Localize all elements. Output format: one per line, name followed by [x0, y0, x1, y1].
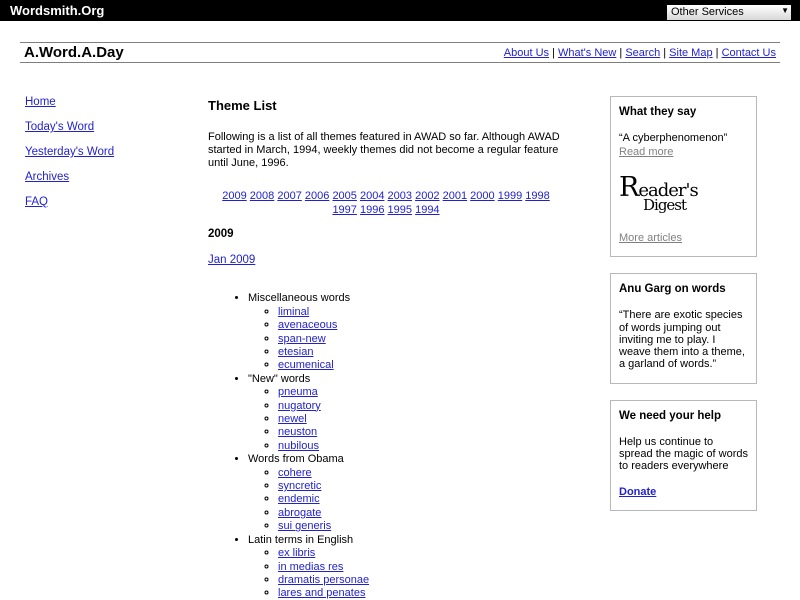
- logo-word-2: Digest: [643, 196, 687, 215]
- theme-word-item: [278, 400, 598, 413]
- testimonial-box: [610, 96, 757, 257]
- testimonial-box-title: What they say: [619, 106, 697, 118]
- word-link-span-new[interactable]: span-new: [278, 332, 326, 345]
- intro-paragraph: Following is a list of all themes featured in AWAD so far. Although AWAD started in March, 1994, weekly themes did not become a regular feature until June, 1996.: [208, 131, 560, 169]
- right-column: [610, 96, 757, 527]
- theme-words: [248, 306, 598, 373]
- theme-word-item: [278, 480, 598, 493]
- year-link-1998[interactable]: 1998: [525, 190, 550, 203]
- logo-letter: R: [619, 172, 639, 204]
- word-link-neuston[interactable]: neuston: [278, 426, 318, 439]
- other-services-dropdown: [666, 2, 792, 19]
- year-link-2003[interactable]: 2003: [387, 190, 413, 203]
- word-link-nubilous[interactable]: nubilous: [278, 439, 319, 452]
- masthead: [20, 42, 780, 63]
- theme-word-item: [278, 574, 598, 587]
- testimonial-quote: “A cyberphenomenon”: [619, 132, 728, 144]
- year-link-2004[interactable]: 2004: [359, 190, 385, 203]
- word-link-liminal[interactable]: liminal: [278, 305, 310, 318]
- logo-word-1: eader's: [638, 180, 698, 202]
- sidebar-item-faq[interactable]: FAQ: [25, 196, 49, 208]
- theme-word-item: [278, 587, 598, 600]
- header-nav-link-contact-us[interactable]: Contact Us: [721, 46, 776, 59]
- other-services-select[interactable]: [666, 4, 792, 21]
- year-link-2005[interactable]: 2005: [332, 190, 357, 203]
- theme-list: [208, 292, 598, 600]
- page-title: A.Word.A.Day: [24, 44, 124, 61]
- header-nav: [504, 47, 776, 59]
- word-link-ecumenical[interactable]: ecumenical: [278, 359, 334, 372]
- year-link-2008[interactable]: 2008: [249, 190, 275, 203]
- theme-group: [248, 373, 598, 453]
- word-link-syncretic[interactable]: syncretic: [278, 480, 322, 493]
- sidebar-item-home[interactable]: Home: [25, 96, 56, 108]
- word-link-pneuma[interactable]: pneuma: [278, 386, 318, 399]
- theme-group-label: "New" words: [248, 372, 311, 385]
- theme-word-item: [278, 386, 598, 399]
- theme-word-item: [278, 507, 598, 520]
- header-nav-link-search[interactable]: Search: [625, 46, 661, 59]
- topbar: [0, 0, 800, 21]
- year-link-1999[interactable]: 1999: [497, 190, 523, 203]
- theme-word-item: [278, 333, 598, 346]
- theme-word-item: [278, 413, 598, 426]
- word-link-cohere[interactable]: cohere: [278, 466, 312, 479]
- word-link-avenaceous[interactable]: avenaceous: [278, 319, 338, 332]
- main-content: [208, 96, 598, 600]
- readers-digest-logo: [619, 172, 748, 214]
- word-link-nugatory[interactable]: nugatory: [278, 399, 321, 412]
- theme-word-item: [278, 440, 598, 453]
- word-link-abrogate[interactable]: abrogate: [278, 506, 322, 519]
- year-links-line-1: [208, 190, 564, 204]
- year-link-1997[interactable]: 1997: [332, 203, 357, 216]
- word-link-etesian[interactable]: etesian: [278, 346, 314, 359]
- year-links-line-2: [208, 204, 564, 218]
- header-nav-link-about-us[interactable]: About Us: [503, 46, 550, 59]
- word-link-lares-and-penates[interactable]: lares and penates: [278, 587, 366, 600]
- sidebar-item-yesterday-s-word[interactable]: Yesterday's Word: [25, 146, 115, 158]
- theme-group: [248, 534, 598, 600]
- anu-garg-box: [610, 273, 757, 383]
- theme-group-label: Miscellaneous words: [248, 292, 351, 305]
- theme-group-label: Words from Obama: [248, 453, 344, 466]
- word-link-newel[interactable]: newel: [278, 413, 307, 426]
- year-link-2007[interactable]: 2007: [277, 190, 302, 203]
- theme-word-item: [278, 426, 598, 439]
- theme-word-item: [278, 467, 598, 480]
- word-link-endemic[interactable]: endemic: [278, 493, 320, 506]
- word-link-sui-generis[interactable]: sui generis: [278, 520, 332, 533]
- help-box: [610, 400, 757, 511]
- theme-word-item: [278, 346, 598, 359]
- theme-group: [248, 453, 598, 533]
- header-nav-link-what-s-new[interactable]: What's New: [558, 46, 617, 59]
- theme-word-item: [278, 359, 598, 372]
- more-articles-link[interactable]: More articles: [619, 232, 682, 245]
- anu-garg-quote: “There are exotic species of words jumping out inviting me to play. I weave them into a theme, a garland of words.”: [619, 309, 745, 371]
- anu-garg-box-title: Anu Garg on words: [619, 283, 726, 296]
- nav-separator: |: [712, 46, 722, 59]
- nav-separator: |: [549, 46, 558, 59]
- theme-word-item: [278, 520, 598, 533]
- nav-separator: |: [660, 46, 670, 59]
- year-link-2009[interactable]: 2009: [222, 190, 247, 203]
- donate-link[interactable]: Donate: [619, 485, 657, 498]
- year-link-1995[interactable]: 1995: [387, 203, 413, 216]
- sidebar-nav: [20, 96, 208, 221]
- theme-word-item: [278, 319, 598, 332]
- theme-word-item: [278, 306, 598, 319]
- year-link-2001[interactable]: 2001: [442, 190, 468, 203]
- theme-words: [248, 547, 598, 600]
- theme-words: [248, 386, 598, 453]
- theme-word-item: [278, 561, 598, 574]
- year-link-1996[interactable]: 1996: [359, 203, 385, 216]
- chevron-down-icon: ▼: [781, 6, 789, 15]
- year-2009-heading: 2009: [208, 228, 234, 241]
- help-box-title: We need your help: [619, 409, 722, 422]
- header-nav-link-site-map[interactable]: Site Map: [669, 46, 713, 59]
- nav-separator: |: [616, 46, 626, 59]
- month-link-jan-2009[interactable]: Jan 2009: [208, 254, 256, 267]
- brand-text: Wordsmith.Org: [10, 3, 105, 18]
- help-text: Help us continue to spread the magic of words to readers everywhere: [619, 435, 749, 473]
- year-link-1994[interactable]: 1994: [415, 203, 440, 216]
- word-link-ex-libris[interactable]: ex libris: [278, 547, 316, 560]
- year-link-2000[interactable]: 2000: [470, 190, 495, 203]
- sidebar-item-archives[interactable]: Archives: [25, 171, 70, 183]
- year-link-2006[interactable]: 2006: [304, 190, 330, 203]
- theme-words: [248, 467, 598, 534]
- read-more-link[interactable]: Read more: [619, 146, 674, 159]
- theme-word-item: [278, 493, 598, 506]
- sidebar-item-today-s-word[interactable]: Today's Word: [25, 121, 95, 133]
- year-link-2002[interactable]: 2002: [415, 190, 440, 203]
- word-link-dramatis-personae[interactable]: dramatis personae: [278, 573, 370, 586]
- word-link-in-medias-res[interactable]: in medias res: [278, 560, 344, 573]
- theme-list-title: Theme List: [208, 98, 277, 113]
- theme-word-item: [278, 547, 598, 560]
- theme-group-label: Latin terms in English: [248, 533, 354, 546]
- theme-group: [248, 292, 598, 372]
- content-area: [20, 96, 780, 600]
